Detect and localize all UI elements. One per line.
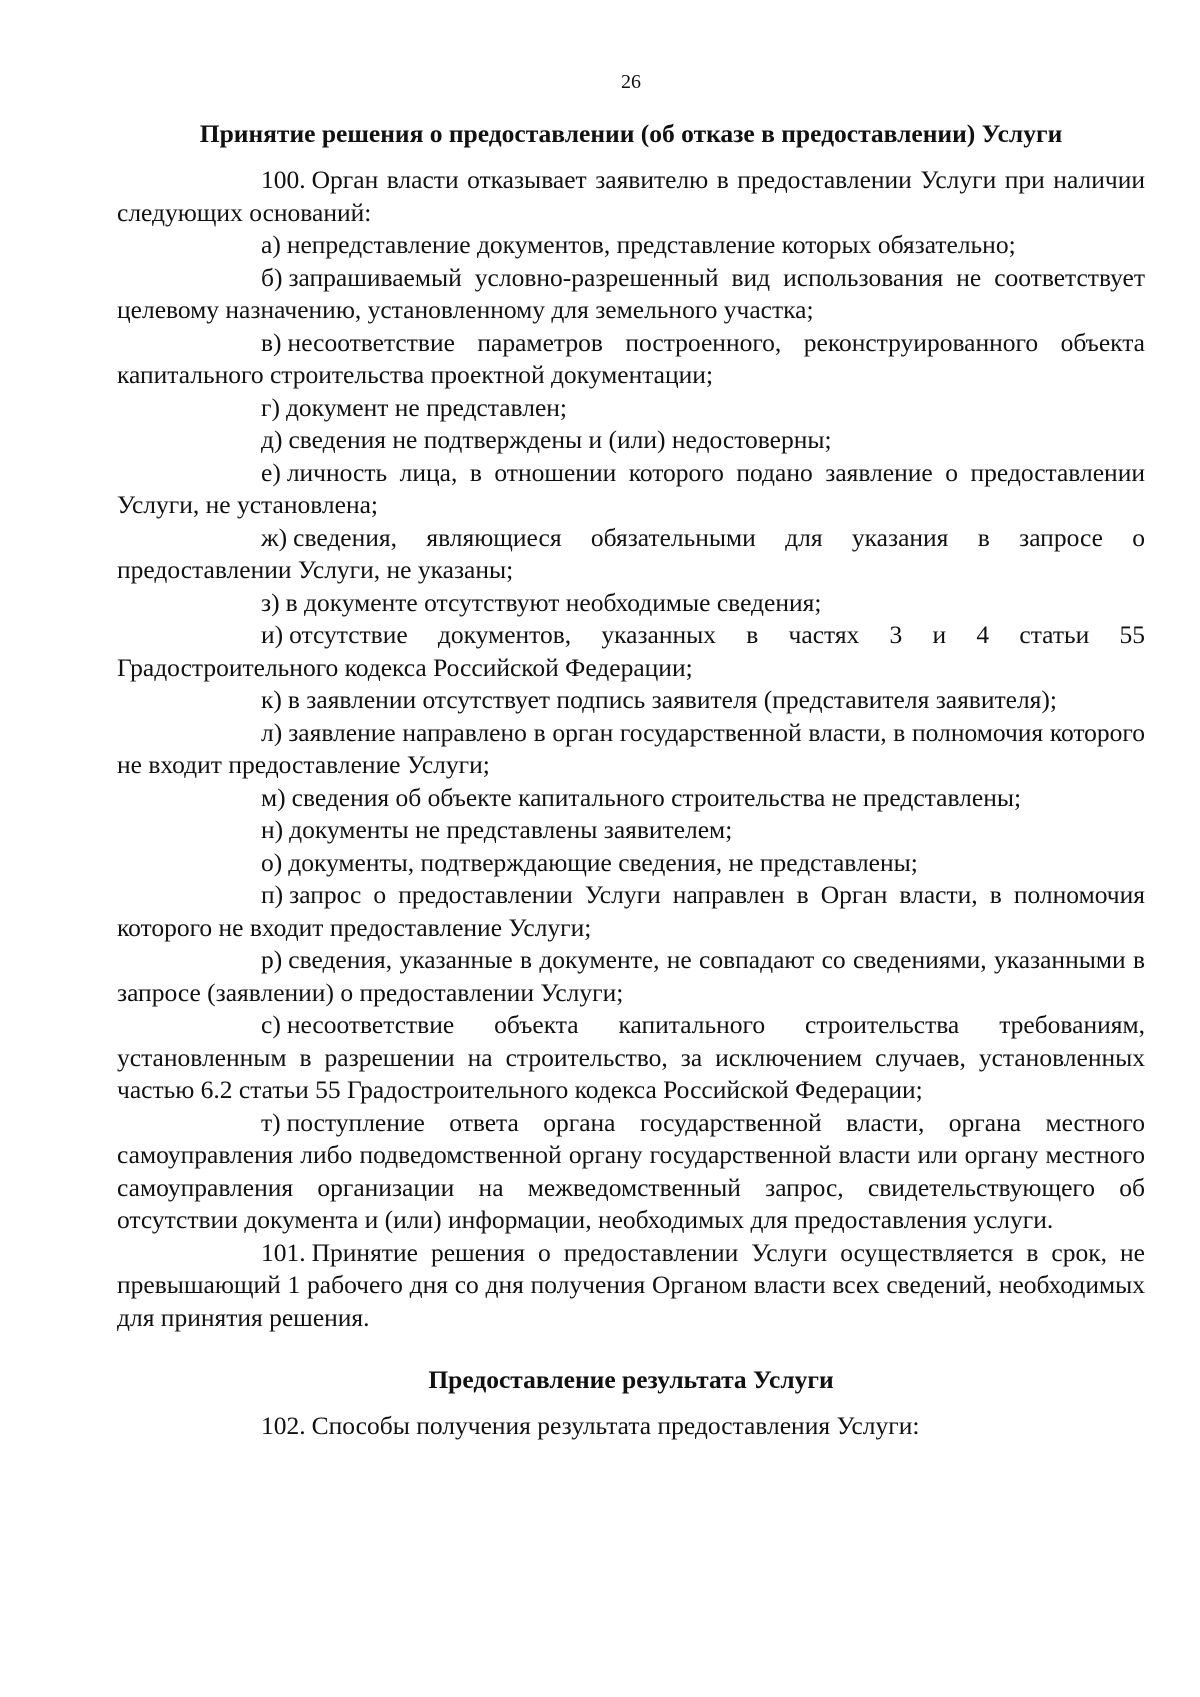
page-number: 26 [621,71,641,93]
paragraph-text: личность лица, в отношении которого подано заявление о предоставлении Услуги, не установлена; [117,457,1145,519]
paragraph-label: б) [261,262,283,292]
paragraph-label: т) [261,1107,281,1137]
paragraph [117,1009,1145,1107]
paragraph [117,944,1145,1009]
paragraph [117,587,1145,620]
paragraph-text: сведения об объекте капитального строительства не представлены; [291,782,1022,812]
paragraph-text: документы не представлены заявителем; [289,815,733,844]
paragraph-text: Орган власти отказывает заявителю в предоставлении Услуги при наличии следующих оснований: [117,165,1145,227]
paragraph [117,1237,1145,1335]
paragraph-label: з) [261,587,280,617]
paragraph-label: 101. [261,1237,306,1267]
paragraph [117,782,1145,815]
paragraph-text: сведения, являющиеся обязательными для указания в запросе о предоставлении Услуги, не указаны; [117,522,1145,584]
paragraph [117,879,1145,944]
paragraph-text: в документе отсутствуют необходимые сведения; [285,587,822,617]
paragraph-text: сведения не подтверждены и (или) недостоверны; [288,425,832,454]
paragraph-text: несоответствие параметров построенного, реконструированного объекта капитального строительства проектной документации; [117,327,1145,389]
paragraph-label: е) [261,457,281,487]
paragraph-label: и) [261,620,284,649]
paragraph-text: запрос о предоставлении Услуги направлен в Орган власти, в полномочия которого не входит предоставление Услуги; [117,880,1145,942]
paragraph-text: несоответствие объекта капитального строительства требованиям, установленным в разрешении на строительство, за исключением случаев, установленных частью 6.2 статьи 55 Градостроительного кодекса Российской Федерации; [117,1010,1145,1104]
paragraph-label: 100. [261,165,306,194]
section-heading-decision: Принятие решения о предоставлении (об отказе в предоставлении) Услуги [199,119,1063,148]
paragraph [117,229,1145,262]
paragraph-label: п) [261,880,284,909]
paragraph [117,327,1145,392]
paragraph-label: м) [261,782,286,812]
paragraph-label: 102. [261,1411,306,1440]
paragraph [117,1410,1145,1443]
paragraph [117,619,1145,684]
section-body-decision [117,164,1145,1334]
paragraph-text: документы, подтверждающие сведения, не представлены; [288,847,918,877]
paragraph-label: г) [261,392,280,422]
paragraph [117,262,1145,327]
paragraph-label: с) [261,1010,281,1039]
document-page [117,70,1145,1443]
paragraph-label: а) [261,230,281,259]
paragraph [117,814,1145,847]
paragraph [117,717,1145,782]
paragraph-label: в) [261,327,282,357]
paragraph-text: Принятие решения о предоставлении Услуги осуществляется в срок, не превышающий 1 рабочего дня со дня получения Органом власти всех сведений, необходимых для принятия решения. [117,1237,1145,1332]
paragraph [117,684,1145,717]
section-body-result [117,1410,1145,1443]
section-heading-result: Предоставление результата Услуги [428,1365,834,1394]
paragraph-label: р) [261,945,283,974]
paragraph-text: сведения, указанные в документе, не совпадают со сведениями, указанными в запросе (заявлении) о предоставлении Услуги; [117,945,1145,1007]
paragraph [117,522,1145,587]
paragraph [117,392,1145,425]
paragraph-label: к) [261,685,282,714]
paragraph [117,457,1145,522]
paragraph-text: непредставление документов, представление которых обязательно; [286,230,1016,259]
paragraph-label: н) [261,815,284,844]
paragraph-text: в заявлении отсутствует подпись заявителя (представителя заявителя); [287,685,1057,714]
paragraph-text: отсутствие документов, указанных в частях 3 и 4 статьи 55 Градостроительного кодекса Российской Федерации; [117,620,1145,682]
paragraph-text: заявление направлено в орган государственной власти, в полномочия которого не входит предоставление Услуги; [117,717,1145,779]
paragraph-text: Способы получения результата предоставления Услуги: [311,1411,920,1440]
paragraph-label: о) [261,847,283,877]
paragraph-label: д) [261,425,283,454]
paragraph-label: ж) [261,522,288,552]
paragraph-text: документ не представлен; [285,392,568,422]
paragraph [117,424,1145,457]
paragraph-label: л) [261,717,283,747]
paragraph [117,1107,1145,1237]
paragraph-text: запрашиваемый условно-разрешенный вид использования не соответствует целевому назначению, установленному для земельного участка; [117,262,1145,324]
paragraph-text: поступление ответа органа государственной власти, органа местного самоуправления либо подведомственной органу государственной власти или органу местного самоуправления организации на межведомственный запрос, свидетельствующего об отсутствии документа и (или) информации, необходимых для предоставления услуги. [117,1107,1145,1234]
paragraph [117,847,1145,880]
paragraph [117,164,1145,229]
